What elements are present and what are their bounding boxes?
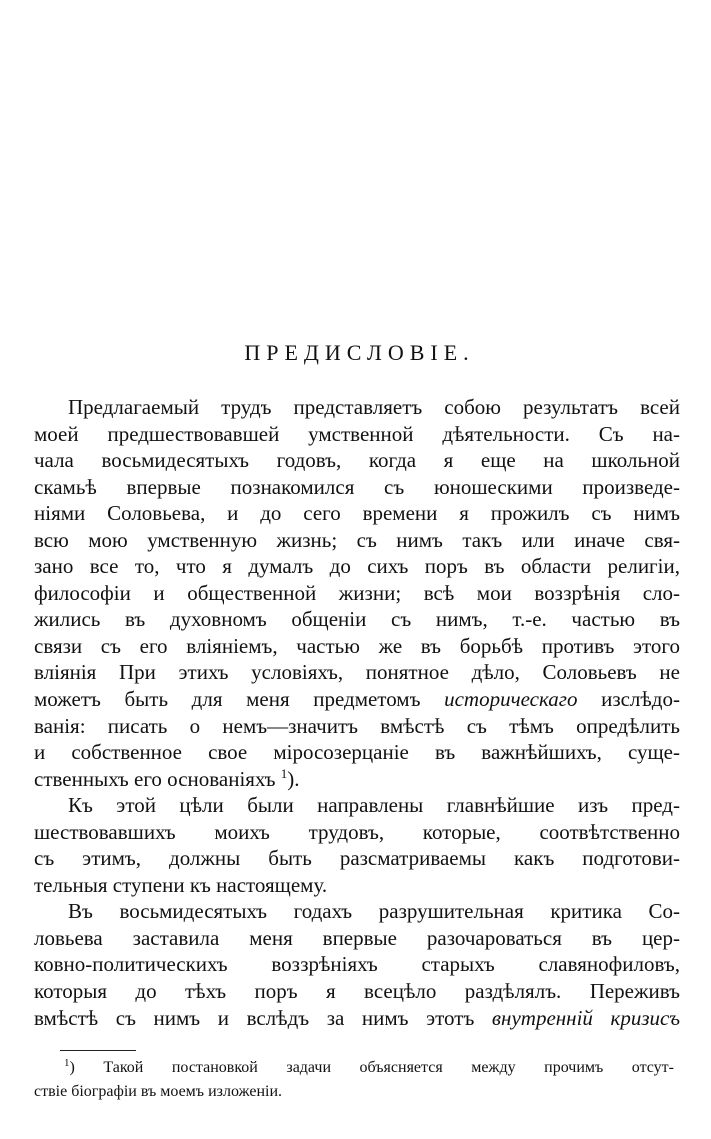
text-line [34, 686, 680, 713]
footnote-reference: 1 [280, 765, 288, 781]
text-line: тельныя ступени къ настоящему. [34, 872, 328, 897]
text-line: съ этимъ, должны быть разсматриваемы какъ подготови- [34, 846, 680, 871]
text-line: Въ восьмидесятыхъ годахъ разрушительная критика Со- [68, 899, 680, 924]
text-segment: изслѣдо- [577, 687, 680, 712]
text-line: философiи и общественной жизни; всѣ мои воззрѣнiя сло- [34, 580, 680, 605]
text-line: зано все то, что я думалъ до сихъ поръ въ области религiи, [34, 554, 680, 579]
text-line: ковно-политическихъ воззрѣнiяхъ старыхъ славянофиловъ, [34, 952, 680, 977]
text-line: которыя до тѣхъ поръ я всецѣло раздѣлялъ. Переживъ [34, 979, 680, 1004]
footnote-text: ) Такой постановкой задачи объясняется между прочимъ отсут- [69, 1059, 674, 1076]
emphasis-text: историческаго [444, 687, 578, 712]
text-line: Къ этой цѣли были направлены главнѣйшие изъ пред- [68, 793, 680, 818]
footnote-mark: 1 [64, 1057, 70, 1069]
text-line [34, 766, 680, 793]
text-line: Предлагаемый трудъ представляетъ собою результатъ всей [68, 395, 680, 419]
page-title: ПРЕДИСЛОВIЕ. [244, 340, 475, 365]
text-line: нiями Соловьева, и до сего времени я прожилъ съ нимъ [34, 501, 680, 526]
text-line: жились въ духовномъ общенiи съ нимъ, т.-е. частью въ [34, 607, 680, 632]
emphasis-text: внутреннiй кризисъ [491, 1005, 680, 1030]
text-segment: ственныхъ его основанiяхъ [34, 766, 281, 791]
footnote [34, 1056, 674, 1104]
text-line: и собственное свое мiросозерцанiе въ важнѣйшихъ, суще- [34, 740, 680, 765]
text-line: ловьева заставила меня впервые разочароваться въ цер- [34, 925, 680, 950]
text-line: шествовавшихъ моихъ трудовъ, которые, соотвѣтственно [34, 819, 680, 844]
text-line: связи съ его влiянiемъ, частью же въ борьбѣ противъ этого [34, 633, 680, 658]
text-segment: ). [287, 766, 300, 791]
text-line [34, 1005, 680, 1032]
footnote-line: ствiе бiографiи въ моемъ изложенiи. [34, 1083, 283, 1100]
text-line: влiянiя При этихъ условiяхъ, понятное дѣло, Соловьевъ не [34, 660, 680, 685]
text-line: всю мою умственную жизнь; съ нимъ такъ или иначе свя- [34, 527, 680, 552]
text-line: чала восьмидесятыхъ годовъ, когда я еще на школьной [34, 448, 680, 473]
text-segment: можетъ быть для меня предметомъ [34, 687, 445, 712]
footnote-divider [60, 1050, 136, 1051]
footnote-line [34, 1056, 674, 1080]
text-line: моей предшествовавшей умственной дѣятельности. Съ на- [34, 421, 680, 446]
text-segment: вмѣстѣ съ нимъ и вслѣдъ за нимъ этотъ [34, 1005, 492, 1030]
text-line: скамьѣ впервые познакомился съ юношескими произведе- [34, 474, 680, 499]
text-line: ванiя: писать о немъ—значитъ вмѣстѣ съ тѣмъ опредѣлить [34, 713, 680, 738]
main-text [34, 394, 680, 1031]
